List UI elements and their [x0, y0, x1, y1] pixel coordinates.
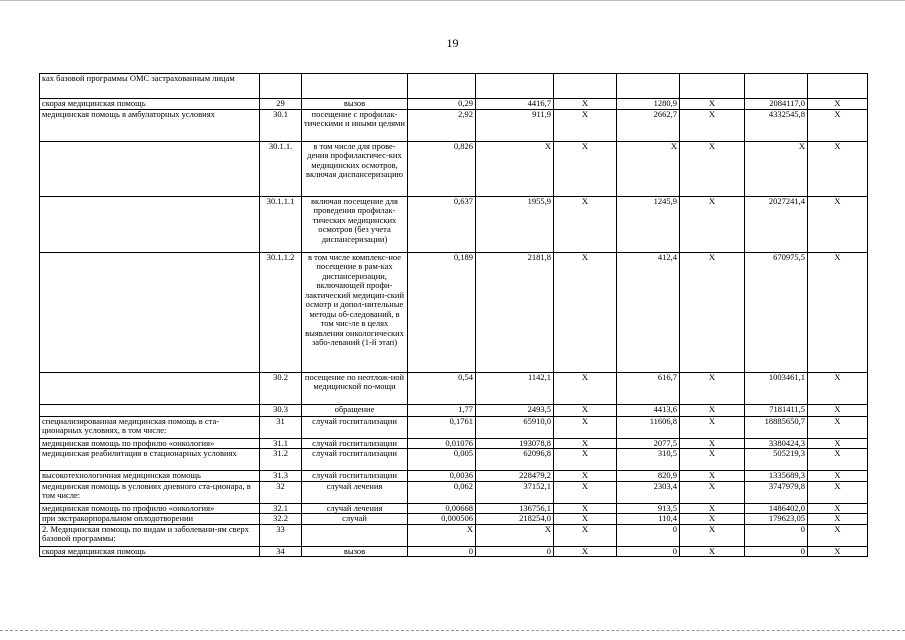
row-value-cell: X	[680, 546, 745, 557]
row-value-cell: 11606,8	[617, 416, 680, 438]
table-row	[40, 471, 868, 482]
row-value-cell: 4413,6	[617, 404, 680, 416]
row-value-cell: X	[554, 449, 617, 471]
row-code-cell: 32.1	[260, 503, 302, 514]
row-code-cell	[260, 74, 302, 99]
row-unit-cell: посещение с профилак-тическими и иными целями	[302, 109, 408, 141]
row-name-cell: при экстракорпоральном оплодотворении	[40, 514, 260, 525]
row-value-cell: 0	[617, 524, 680, 546]
table-row	[40, 438, 868, 449]
row-value-cell: X	[680, 449, 745, 471]
row-value-cell: X	[808, 546, 868, 557]
row-value-cell: 0,062	[408, 481, 476, 503]
row-value-cell: 4332545,8	[745, 109, 808, 141]
row-value-cell: 2181,8	[476, 252, 554, 372]
row-value-cell: 1335689,3	[745, 471, 808, 482]
row-unit-cell: случай лечения	[302, 481, 408, 503]
table-row	[40, 372, 868, 404]
row-value-cell: X	[617, 141, 680, 196]
row-name-cell: высокотехнологичная медицинская помощь	[40, 471, 260, 482]
row-name-cell: специализированная медицинская помощь в ста-ционарных условиях, в том числе:	[40, 416, 260, 438]
table-body	[40, 74, 868, 557]
row-value-cell: 37152,1	[476, 481, 554, 503]
row-value-cell: 1003461,1	[745, 372, 808, 404]
page-number: 19	[446, 36, 459, 50]
row-name-cell: медицинская помощь по профилю «онкология»	[40, 438, 260, 449]
row-value-cell: 2077,5	[617, 438, 680, 449]
row-value-cell: X	[808, 503, 868, 514]
row-value-cell: 0,29	[408, 99, 476, 110]
table-row	[40, 109, 868, 141]
table-row	[40, 503, 868, 514]
row-value-cell: X	[680, 404, 745, 416]
row-value-cell: X	[808, 449, 868, 471]
table-row	[40, 546, 868, 557]
row-value-cell: 193078,8	[476, 438, 554, 449]
row-value-cell: X	[554, 196, 617, 252]
row-value-cell: 2662,7	[617, 109, 680, 141]
row-value-cell: X	[808, 404, 868, 416]
row-value-cell: X	[680, 99, 745, 110]
row-value-cell: 4416,7	[476, 99, 554, 110]
row-value-cell: X	[808, 109, 868, 141]
row-name-cell: медицинская помощь по профилю «онкология»	[40, 503, 260, 514]
row-value-cell: X	[554, 99, 617, 110]
row-value-cell: 0	[745, 524, 808, 546]
row-value-cell: X	[808, 481, 868, 503]
table-row	[40, 196, 868, 252]
row-value-cell: 65910,0	[476, 416, 554, 438]
row-value-cell: 228479,2	[476, 471, 554, 482]
row-value-cell: 0,189	[408, 252, 476, 372]
row-name-cell	[40, 372, 260, 404]
row-value-cell: X	[554, 471, 617, 482]
table-row	[40, 404, 868, 416]
row-value-cell: X	[808, 252, 868, 372]
row-value-cell: X	[554, 141, 617, 196]
row-value-cell: X	[808, 514, 868, 525]
row-value-cell: 2,92	[408, 109, 476, 141]
row-value-cell: X	[554, 252, 617, 372]
table-row	[40, 514, 868, 525]
row-name-cell: ках базовой программы ОМС застрахованным лицам	[40, 74, 260, 99]
row-name-cell	[40, 404, 260, 416]
row-value-cell: 310,5	[617, 449, 680, 471]
row-value-cell: X	[554, 438, 617, 449]
row-value-cell: X	[476, 524, 554, 546]
row-value-cell: 0,637	[408, 196, 476, 252]
row-value-cell: 0,0036	[408, 471, 476, 482]
row-unit-cell: посещение по неотлож-ной медицинской по-мощи	[302, 372, 408, 404]
row-value-cell: 1280,9	[617, 99, 680, 110]
row-code-cell: 31.1	[260, 438, 302, 449]
row-value-cell: X	[554, 481, 617, 503]
row-unit-cell: случай лечения	[302, 503, 408, 514]
row-unit-cell: случай госпитализации	[302, 438, 408, 449]
row-value-cell: X	[554, 416, 617, 438]
row-value-cell: 7181411,5	[745, 404, 808, 416]
row-unit-cell: вызов	[302, 546, 408, 557]
row-value-cell: X	[680, 524, 745, 546]
row-value-cell: 1245,9	[617, 196, 680, 252]
row-value-cell: X	[476, 141, 554, 196]
row-value-cell: 616,7	[617, 372, 680, 404]
table-row	[40, 524, 868, 546]
data-table	[39, 73, 868, 557]
row-value-cell: X	[745, 141, 808, 196]
table-row	[40, 449, 868, 471]
row-value-cell: X	[808, 99, 868, 110]
row-code-cell: 30.3	[260, 404, 302, 416]
row-value-cell: X	[680, 141, 745, 196]
row-value-cell: 0,005	[408, 449, 476, 471]
row-value-cell: X	[680, 109, 745, 141]
row-value-cell	[408, 74, 476, 99]
row-value-cell: X	[808, 438, 868, 449]
row-value-cell: 1486402,0	[745, 503, 808, 514]
row-value-cell: 3747979,8	[745, 481, 808, 503]
row-value-cell	[617, 74, 680, 99]
row-value-cell: 2027241,4	[745, 196, 808, 252]
row-name-cell	[40, 252, 260, 372]
row-value-cell: 1955,9	[476, 196, 554, 252]
row-value-cell: 0,00668	[408, 503, 476, 514]
row-value-cell: 0,01076	[408, 438, 476, 449]
row-name-cell: скорая медицинская помощь	[40, 99, 260, 110]
row-value-cell: 62096,8	[476, 449, 554, 471]
row-code-cell: 30.1.1.	[260, 141, 302, 196]
row-value-cell: 0,54	[408, 372, 476, 404]
row-value-cell: X	[808, 196, 868, 252]
row-name-cell: 2. Медицинская помощь по видам и заболевани-ям сверх базовой программы:	[40, 524, 260, 546]
row-value-cell: X	[554, 503, 617, 514]
row-value-cell: 2303,4	[617, 481, 680, 503]
row-code-cell: 31	[260, 416, 302, 438]
page-bottom-edge	[0, 630, 905, 632]
page-top-edge	[0, 0, 905, 1]
row-value-cell	[554, 74, 617, 99]
row-unit-cell: включая посещение для проведения профилак-тических медицинских осмотров (без учета диспансеризации)	[302, 196, 408, 252]
row-unit-cell	[302, 524, 408, 546]
row-value-cell: 110,4	[617, 514, 680, 525]
row-value-cell: 1142,1	[476, 372, 554, 404]
row-value-cell: X	[554, 404, 617, 416]
row-value-cell: X	[808, 372, 868, 404]
row-code-cell: 30.1.1.2	[260, 252, 302, 372]
row-name-cell: медицинская помощь в условиях дневного ста-ционара, в том числе:	[40, 481, 260, 503]
row-unit-cell: вызов	[302, 99, 408, 110]
row-value-cell	[745, 74, 808, 99]
row-value-cell: X	[408, 524, 476, 546]
row-value-cell: 670975,5	[745, 252, 808, 372]
row-value-cell: 0	[408, 546, 476, 557]
row-value-cell: 179623,05	[745, 514, 808, 525]
row-value-cell: 0,826	[408, 141, 476, 196]
row-value-cell: 136756,1	[476, 503, 554, 514]
row-code-cell: 30.1.1.1	[260, 196, 302, 252]
row-value-cell	[808, 74, 868, 99]
row-value-cell: X	[680, 514, 745, 525]
row-value-cell: X	[680, 503, 745, 514]
row-value-cell	[476, 74, 554, 99]
row-value-cell: X	[680, 416, 745, 438]
row-value-cell: X	[554, 109, 617, 141]
row-name-cell: медицинская реабилитация в стационарных условиях	[40, 449, 260, 471]
row-value-cell: 911,9	[476, 109, 554, 141]
row-code-cell: 32.2	[260, 514, 302, 525]
row-code-cell: 30.2	[260, 372, 302, 404]
row-code-cell: 30.1	[260, 109, 302, 141]
row-value-cell: 0,1761	[408, 416, 476, 438]
row-code-cell: 31.2	[260, 449, 302, 471]
row-value-cell: 505219,3	[745, 449, 808, 471]
table-row	[40, 416, 868, 438]
row-value-cell: 18885650,7	[745, 416, 808, 438]
row-value-cell: X	[680, 481, 745, 503]
row-name-cell	[40, 141, 260, 196]
row-name-cell: медицинская помощь в амбулаторных условиях	[40, 109, 260, 141]
row-value-cell: X	[680, 372, 745, 404]
row-value-cell: X	[554, 372, 617, 404]
row-name-cell: скорая медицинская помощь	[40, 546, 260, 557]
row-value-cell: 2493,5	[476, 404, 554, 416]
row-value-cell	[680, 74, 745, 99]
table-row	[40, 141, 868, 196]
row-value-cell: X	[808, 471, 868, 482]
row-unit-cell	[302, 74, 408, 99]
row-unit-cell: обращение	[302, 404, 408, 416]
row-unit-cell: случай госпитализации	[302, 449, 408, 471]
row-value-cell: 0	[745, 546, 808, 557]
row-value-cell: 913,5	[617, 503, 680, 514]
row-code-cell: 31.3	[260, 471, 302, 482]
row-value-cell: 3380424,3	[745, 438, 808, 449]
row-value-cell: 820,9	[617, 471, 680, 482]
row-value-cell: X	[554, 546, 617, 557]
row-name-cell	[40, 196, 260, 252]
row-value-cell: X	[808, 141, 868, 196]
table-row	[40, 252, 868, 372]
row-value-cell: 0,000506	[408, 514, 476, 525]
row-value-cell: X	[680, 438, 745, 449]
row-value-cell: X	[554, 514, 617, 525]
row-value-cell: 0	[617, 546, 680, 557]
row-unit-cell: в том числе комплекс-ное посещение в рам-ках диспансеризации, включающей профи-лактический медицин-ский осмотр и допол-нительные методы об-следований, в том чис-ле в целях выявления онкологических забо-леваний (1-й этап)	[302, 252, 408, 372]
row-code-cell: 32	[260, 481, 302, 503]
row-value-cell: 218254,0	[476, 514, 554, 525]
row-unit-cell: в том числе для прове-дения профилактичес-ких медицинских осмотров, включая диспансеризацию	[302, 141, 408, 196]
row-value-cell: 1,77	[408, 404, 476, 416]
row-value-cell: X	[808, 524, 868, 546]
row-value-cell: 2084117,0	[745, 99, 808, 110]
row-value-cell: X	[680, 252, 745, 372]
row-value-cell: X	[554, 524, 617, 546]
row-value-cell: 0	[476, 546, 554, 557]
row-value-cell: 412,4	[617, 252, 680, 372]
table-row	[40, 481, 868, 503]
row-code-cell: 29	[260, 99, 302, 110]
row-unit-cell: случай	[302, 514, 408, 525]
row-value-cell: X	[680, 471, 745, 482]
table-row	[40, 99, 868, 110]
row-value-cell: X	[680, 196, 745, 252]
row-value-cell: X	[808, 416, 868, 438]
row-unit-cell: случай госпитализации	[302, 471, 408, 482]
row-code-cell: 33	[260, 524, 302, 546]
row-code-cell: 34	[260, 546, 302, 557]
table-row	[40, 74, 868, 99]
row-unit-cell: случай госпитализации	[302, 416, 408, 438]
